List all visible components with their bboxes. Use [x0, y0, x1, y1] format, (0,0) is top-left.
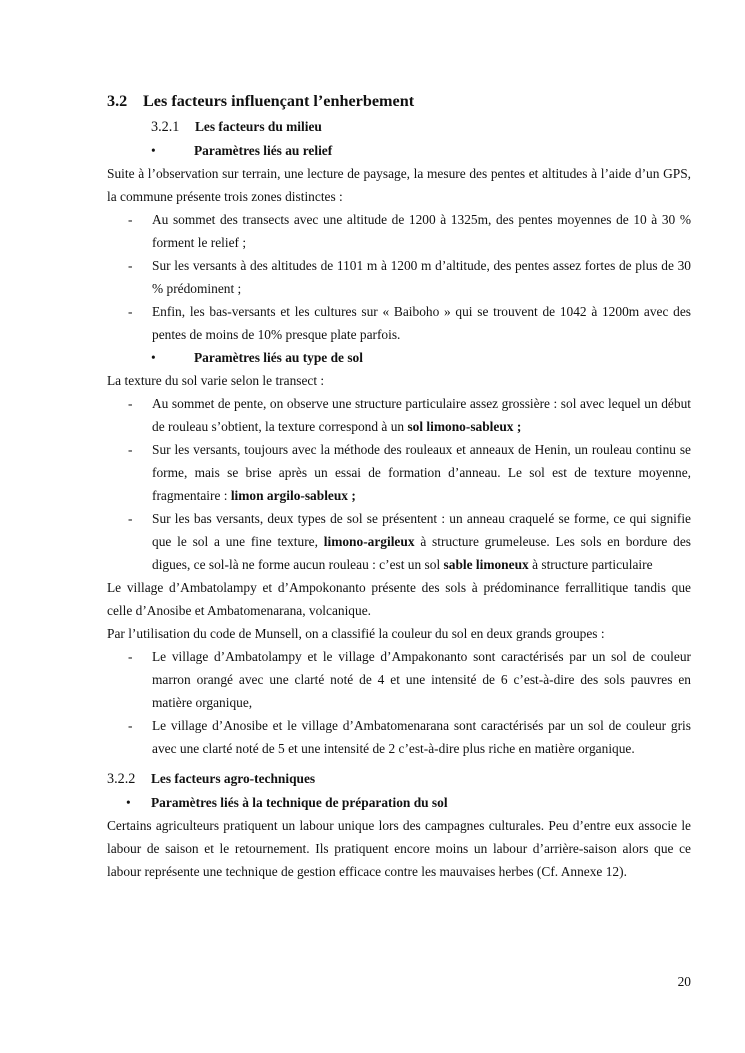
list-item	[107, 507, 691, 576]
bullet-heading-text: Paramètres liés au type de sol	[194, 350, 363, 365]
subsection-title: Les facteurs du milieu	[195, 119, 322, 134]
list-item	[107, 438, 691, 507]
subsection-number: 3.2.2	[107, 771, 136, 787]
section-number: 3.2	[107, 92, 128, 110]
bullet-heading-soil-preparation	[107, 791, 691, 814]
list-item-text: à structure grumeleuse. Les sols en bordure des digues, ce sol-là ne forme aucun rouleau : c’est un sol	[152, 534, 691, 572]
dash-marker: -	[128, 442, 133, 457]
list-item	[107, 300, 691, 346]
list-item-text: Le village d’Ambatolampy et le village d’Ampakonanto sont caractérisés par un sol de couleur marron orangé avec une clarté noté de 4 et une intensité de 6 c’est-à-dire des sols pauvres en matière organique,	[152, 649, 691, 710]
page-body	[107, 90, 691, 883]
bullet-icon: •	[126, 795, 131, 810]
soil-intro: La texture du sol varie selon le transect :	[107, 373, 325, 388]
bullet-icon: •	[151, 143, 156, 158]
dash-marker: -	[128, 304, 133, 319]
munsell-intro: Par l’utilisation du code de Munsell, on a classifié la couleur du sol en deux grands groupes :	[107, 626, 605, 641]
dash-marker: -	[128, 718, 133, 733]
dash-marker: -	[128, 258, 133, 273]
list-item-text: Le village d’Anosibe et le village d’Ambatomenarana sont caractérisés par un sol de couleur gris avec une clarté noté de 5 et une intensité de 2 c’est-à-dire plus riche en matière organique.	[152, 718, 691, 756]
list-item-text: Sur les bas versants, deux types de sol se présentent : un anneau craquelé se forme, ce qui signifie que le sol a une fine texture,	[152, 511, 691, 549]
relief-list	[107, 208, 691, 346]
list-item	[107, 392, 691, 438]
soil-type-bold: limon argilo-sableux ;	[230, 488, 356, 503]
dash-marker: -	[128, 212, 133, 227]
dash-marker: -	[128, 649, 133, 664]
list-item	[107, 645, 691, 714]
relief-intro: Suite à l’observation sur terrain, une lecture de paysage, la mesure des pentes et altitudes à l’aide d’un GPS, la commune présente trois zones distinctes :	[107, 166, 691, 204]
subsection-heading-3-2-2	[107, 767, 691, 791]
munsell-list	[107, 645, 691, 760]
list-item-text: Sur les versants à des altitudes de 1101 m à 1200 m d’altitude, des pentes assez fortes de plus de 30 % prédominent ;	[152, 258, 691, 296]
soil-preparation-paragraph: Certains agriculteurs pratiquent un labour unique lors des campagnes culturales. Peu d’entre eux associe le labour de saison et le retournement. Ils pratiquent encore moins un labour d’arrière-saison alors que ce labour représente une technique de gestion efficace contre les mauvaises herbes (Cf. Annexe 12).	[107, 818, 691, 879]
subsection-number: 3.2.1	[151, 119, 180, 135]
dash-marker: -	[128, 396, 133, 411]
list-item	[107, 208, 691, 254]
list-item-text: Au sommet de pente, on observe une structure particulaire assez grossière : sol avec lequel un début de rouleau s’obtient, la texture correspond à un	[152, 396, 691, 434]
subsection-title: Les facteurs agro-techniques	[151, 771, 316, 786]
list-item-text: à structure particulaire	[528, 557, 653, 572]
page-number: 20	[677, 974, 691, 989]
soil-type-bold: sable limoneux	[443, 557, 529, 572]
ferrallitic-paragraph: Le village d’Ambatolampy et d’Ampokonanto présente des sols à prédominance ferrallitique tandis que celle d’Anosibe et Ambatomenarana, volcanique.	[107, 580, 691, 618]
soil-type-bold: limono-argileux	[323, 534, 415, 549]
bullet-heading-text: Paramètres liés au relief	[194, 143, 333, 158]
soil-type-bold: sol limono-sableux ;	[407, 419, 522, 434]
subsection-heading-3-2-1	[107, 115, 691, 139]
list-item-text: Enfin, les bas-versants et les cultures sur « Baiboho » qui se trouvent de 1042 à 1200m avec des pentes de moins de 10% presque plate parfois.	[152, 304, 691, 342]
bullet-icon: •	[151, 350, 156, 365]
bullet-heading-soil	[107, 346, 691, 369]
bullet-heading-relief	[107, 139, 691, 162]
bullet-heading-text: Paramètres liés à la technique de préparation du sol	[151, 795, 448, 810]
list-item-text: Au sommet des transects avec une altitude de 1200 à 1325m, des pentes moyennes de 10 à 30 % forment le relief ;	[152, 212, 691, 250]
soil-list	[107, 392, 691, 576]
section-title: Les facteurs influençant l’enherbement	[143, 92, 415, 110]
list-item	[107, 254, 691, 300]
section-heading-3-2	[107, 90, 691, 112]
dash-marker: -	[128, 511, 133, 526]
list-item	[107, 714, 691, 760]
list-item-text: Sur les versants, toujours avec la méthode des rouleaux et anneaux de Henin, un rouleau continu se forme, mais se brise après un essai de formation d’anneau. Le sol est de texture moyenne, fragmentaire :	[152, 442, 691, 503]
